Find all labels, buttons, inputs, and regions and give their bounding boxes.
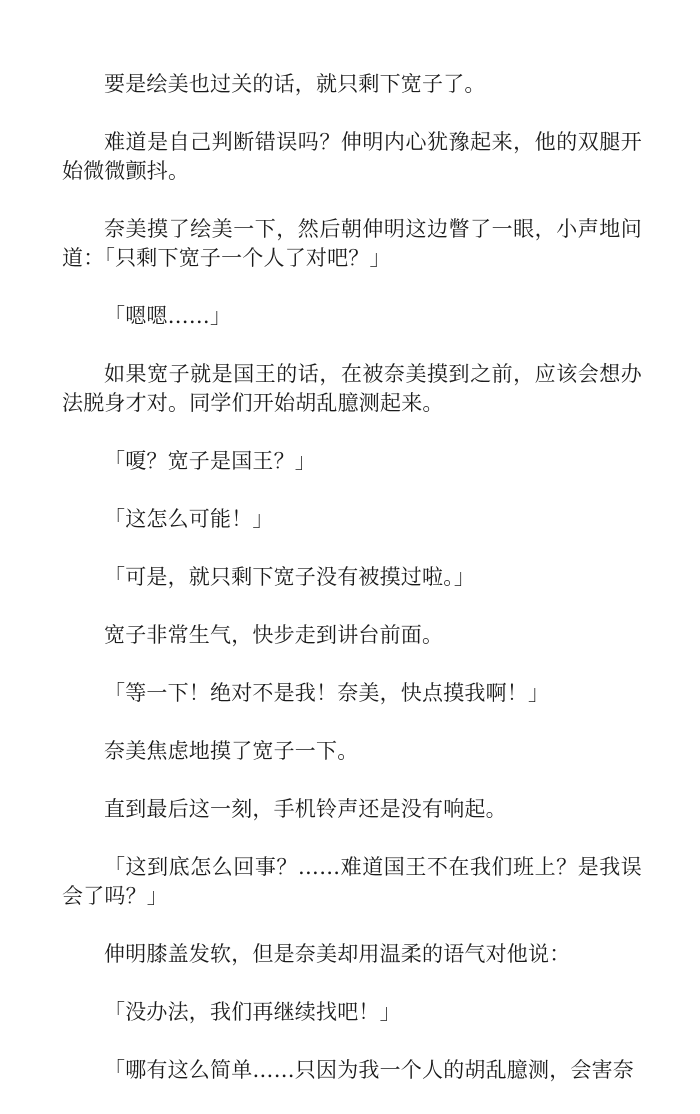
paragraph-10: 「等一下！绝对不是我！奈美，快点摸我啊！」 [104, 681, 550, 705]
paragraph-9: 宽子非常生气，快步走到讲台前面。 [104, 623, 444, 647]
novel-text [62, 70, 642, 1114]
paragraph-7: 「这怎么可能！」 [104, 507, 274, 531]
paragraph-14: 伸明膝盖发软，但是奈美却用温柔的语气对他说： [104, 942, 571, 966]
paragraph-5: 如果宽子就是国王的话，在被奈美摸到之前，应该会想办法脱身才对。同学们开始胡乱臆测起来。 [62, 362, 642, 415]
paragraph-8: 「可是，就只剩下宽子没有被摸过啦。」 [104, 565, 476, 589]
paragraph-3: 奈美摸了绘美一下，然后朝伸明这边瞥了一眼，小声地问道：「只剩下宽子一个人了对吧？」 [62, 217, 642, 270]
paragraph-13: 「这到底怎么回事？……难道国王不在我们班上？是我误会了吗？」 [62, 855, 642, 908]
paragraph-11: 奈美焦虑地摸了宽子一下。 [104, 739, 359, 763]
paragraph-15: 「没办法，我们再继续找吧！」 [104, 1000, 401, 1024]
paragraph-6: 「嗄？宽子是国王？」 [104, 449, 316, 473]
paragraph-2: 难道是自己判断错误吗？伸明内心犹豫起来，他的双腿开始微微颤抖。 [62, 130, 642, 183]
paragraph-1: 要是绘美也过关的话，就只剩下宽子了。 [104, 72, 486, 96]
paragraph-12: 直到最后这一刻，手机铃声还是没有响起。 [104, 797, 507, 821]
paragraph-4: 「嗯嗯……」 [104, 304, 232, 328]
paragraph-16: 「哪有这么简单……只因为我一个人的胡乱臆测，会害奈 [104, 1058, 634, 1082]
